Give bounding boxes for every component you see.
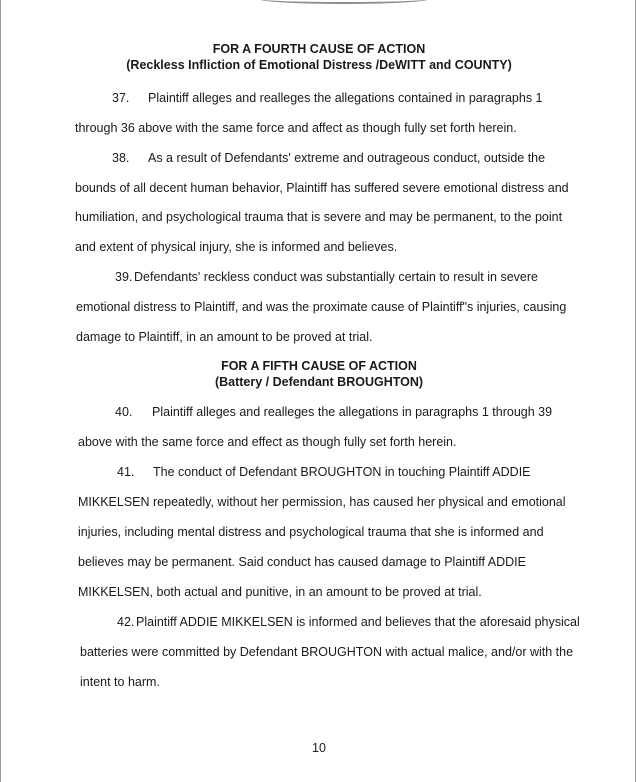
paragraph-39-line: emotional distress to Plaintiff, and was the proximate cause of Plaintiff"s injuries, causing	[76, 300, 567, 314]
paragraph-41-first-line	[117, 465, 531, 480]
paragraph-39-line: damage to Plaintiff, in an amount to be proved at trial.	[76, 330, 373, 344]
paragraph-41-line: injuries, including mental distress and psychological trauma that she is informed and	[78, 525, 544, 539]
paragraph-38-line: humiliation, and psychological trauma that is severe and may be permanent, to the point	[75, 210, 563, 224]
paragraph-text: Plaintiff ADDIE MIKKELSEN is informed and believes that the aforesaid physical	[136, 615, 580, 629]
paragraph-39-first-line	[115, 270, 538, 285]
fourth-cause-subtitle: (Reckless Infliction of Emotional Distress /DeWITT and COUNTY)	[126, 58, 512, 72]
fifth-cause-title: FOR A FIFTH CAUSE OF ACTION	[221, 359, 417, 373]
fourth-cause-title: FOR A FOURTH CAUSE OF ACTION	[212, 42, 426, 56]
paragraph-number: 42.	[117, 615, 135, 629]
paragraph-38-first-line	[112, 151, 545, 166]
paragraph-37-line: through 36 above with the same force and affect as though fully set forth herein.	[75, 121, 517, 135]
cut-off-text-fragment	[259, 0, 429, 4]
paragraph-41-line: believes may be permanent. Said conduct has caused damage to Plaintiff ADDIE	[78, 555, 526, 569]
paragraph-38-line: bounds of all decent human behavior, Plaintiff has suffered severe emotional distress and	[75, 181, 569, 195]
paragraph-number: 40.	[115, 405, 133, 419]
paragraph-42-first-line	[117, 615, 580, 630]
paragraph-38-line: and extent of physical injury, she is informed and believes.	[75, 240, 398, 254]
paragraph-number: 38.	[112, 151, 130, 165]
paragraph-text: Plaintiff alleges and realleges the allegations in paragraphs 1 through 39	[152, 405, 553, 419]
paragraph-number: 41.	[117, 465, 135, 479]
paragraph-40-line: above with the same force and effect as though fully set forth herein.	[78, 435, 457, 449]
paragraph-37-first-line	[112, 91, 543, 106]
paragraph-40-first-line	[115, 405, 552, 420]
paragraph-42-line: intent to harm.	[80, 675, 160, 689]
paragraph-41-line: MIKKELSEN repeatedly, without her permission, has caused her physical and emotional	[78, 495, 566, 509]
paragraph-42-line: batteries were committed by Defendant BROUGHTON with actual malice, and/or with the	[80, 645, 574, 659]
paragraph-text: The conduct of Defendant BROUGHTON in touching Plaintiff ADDIE	[153, 465, 531, 479]
paragraph-number: 37.	[112, 91, 130, 105]
paragraph-text: Defendants' reckless conduct was substantially certain to result in severe	[134, 270, 538, 284]
paragraph-text: Plaintiff alleges and realleges the allegations contained in paragraphs 1	[148, 91, 543, 105]
paragraph-number: 39.	[115, 270, 133, 284]
paragraph-text: As a result of Defendants' extreme and outrageous conduct, outside the	[148, 151, 546, 165]
fifth-cause-subtitle: (Battery / Defendant BROUGHTON)	[214, 375, 424, 389]
page-number: 10	[312, 741, 326, 755]
paragraph-41-line: MIKKELSEN, both actual and punitive, in an amount to be proved at trial.	[78, 585, 482, 599]
